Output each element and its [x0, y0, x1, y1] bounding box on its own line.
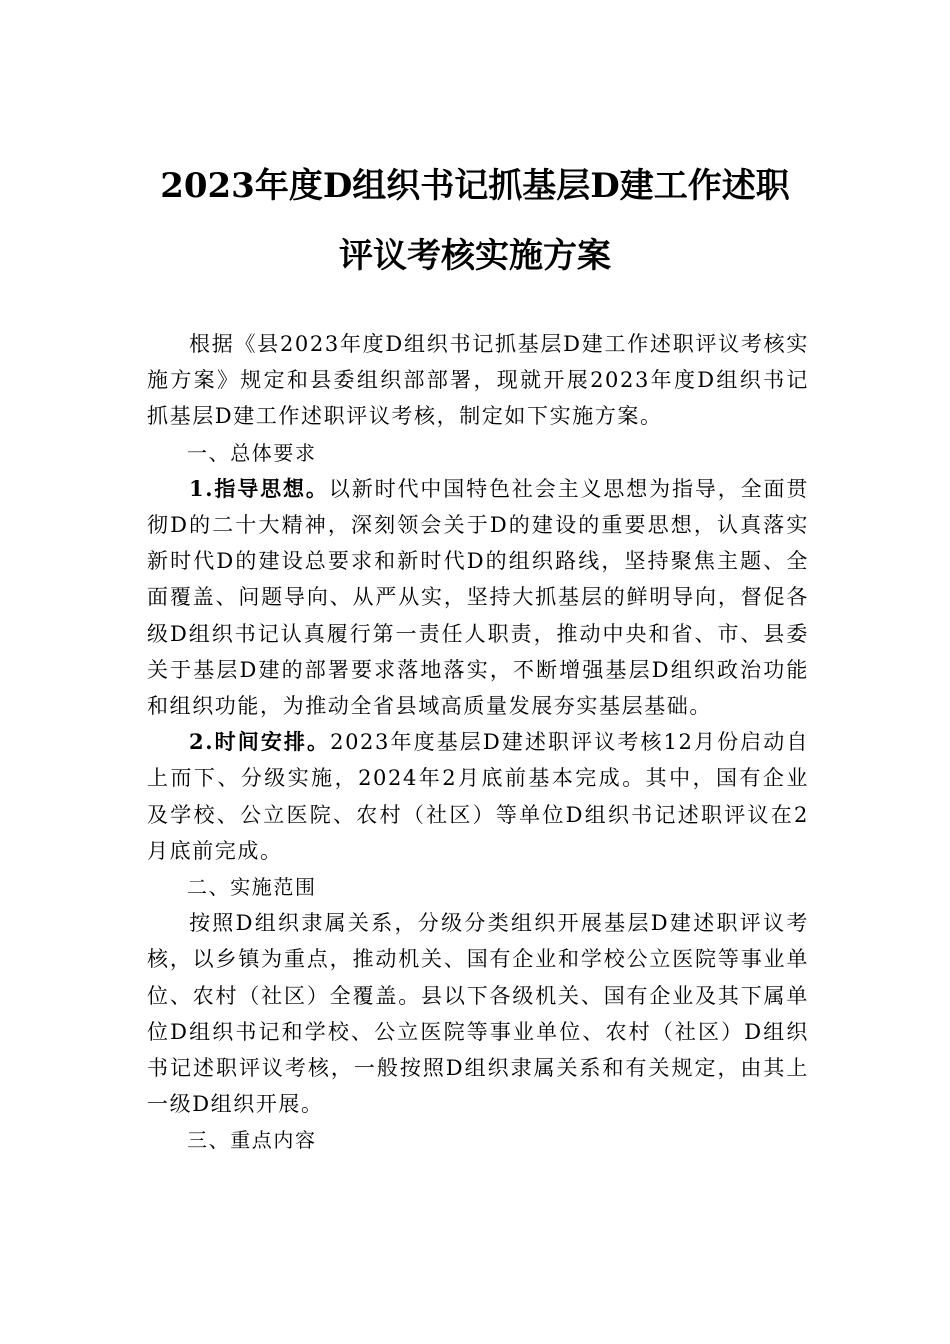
section-heading-scope: 二、实施范围	[187, 875, 317, 900]
section-heading-key-content: 三、重点内容	[187, 1128, 317, 1153]
schedule-paragraph	[147, 724, 809, 869]
schedule-lead: 2.时间安排。	[189, 729, 331, 755]
intro-paragraph: 根据《县2023年度D组织书记抓基层D建工作述职评议考核实施方案》规定和县委组织部部署，现就开展2023年度D组织书记抓基层D建工作述职评议考核，制定如下实施方案。	[147, 332, 809, 429]
guiding-ideology-text: 以新时代中国特色社会主义思想为指导，全面贯彻D的二十大精神，深刻领会关于D的建设的重要思想，认真落实新时代D的建设总要求和新时代D的组织路线，坚持聚焦主题、全面覆盖、问题导向、从严从实，坚持大抓基层的鲜明导向，督促各级D组织书记认真履行第一责任人职责，推动中央和省、市、县委关于基层D建的部署要求落地落实，不断增强基层D组织政治功能和组织功能，为推动全省县域高质量发展夯实基层基础。	[147, 476, 809, 719]
document-title-line-1: 2023年度D组织书记抓基层D建工作述职	[160, 166, 790, 206]
guiding-ideology-lead: 1.指导思想。	[189, 475, 329, 501]
schedule-text: 2023年度基层D建述职评议考核12月份启动自上而下、分级实施，2024年2月底前基本完成。其中，国有企业及学校、公立医院、农村（社区）等单位D组织书记述职评议在2月底前完成。	[147, 730, 809, 863]
scope-paragraph: 按照D组织隶属关系，分级分类组织开展基层D建述职评议考核，以乡镇为重点，推动机关、国有企业和学校公立医院等事业单位、农村（社区）全覆盖。县以下各级机关、国有企业及其下属单位D组织书记和学校、公立医院等事业单位、农村（社区）D组织书记述职评议考核，一般按照D组织隶属关系和有关规定，由其上一级D组织开展。	[147, 911, 809, 1117]
document-body	[147, 326, 809, 1159]
section-heading-general-requirements: 一、总体要求	[187, 440, 317, 465]
document-title-line-2: 评议考核实施方案	[339, 236, 611, 276]
guiding-ideology-paragraph	[147, 471, 809, 724]
